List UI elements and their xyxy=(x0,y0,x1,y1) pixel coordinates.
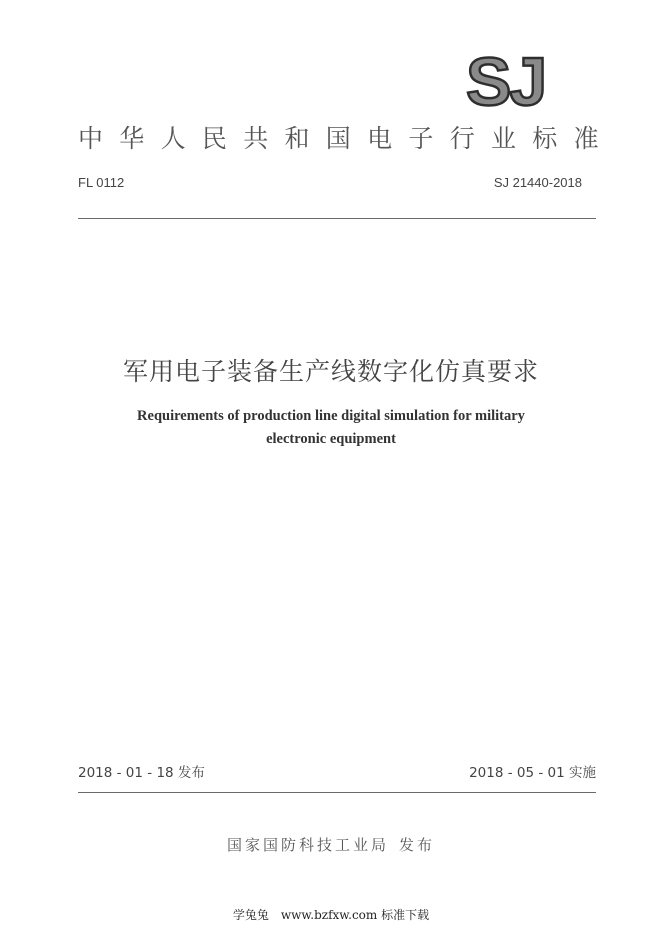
publisher-name: 国家国防科技工业局 xyxy=(226,836,389,854)
standard-type-heading: 中华人民共和国电子行业标准 xyxy=(78,124,615,153)
footer-divider xyxy=(78,792,596,793)
document-title-chinese: 军用电子装备生产线数字化仿真要求 xyxy=(122,357,539,386)
classification-code: FL 0112 xyxy=(78,175,125,190)
sj-logo-text: SJ xyxy=(466,44,546,120)
english-title-line-1: Requirements of production line digital simulation for military xyxy=(137,408,525,424)
standard-number: SJ 21440-2018 xyxy=(493,175,582,190)
sj-logo xyxy=(466,44,570,120)
issue-date: 2018 - 01 - 18 发布 xyxy=(78,765,205,781)
header-divider xyxy=(78,218,596,219)
document-title-english xyxy=(0,405,662,451)
publisher xyxy=(0,834,662,855)
implementation-date: 2018 - 05 - 01 实施 xyxy=(469,765,596,781)
download-watermark: 学兔兔 www.bzfxw.com 标准下载 xyxy=(232,908,430,922)
english-title-line-2: electronic equipment xyxy=(266,431,396,447)
publisher-verb: 发布 xyxy=(399,836,436,854)
